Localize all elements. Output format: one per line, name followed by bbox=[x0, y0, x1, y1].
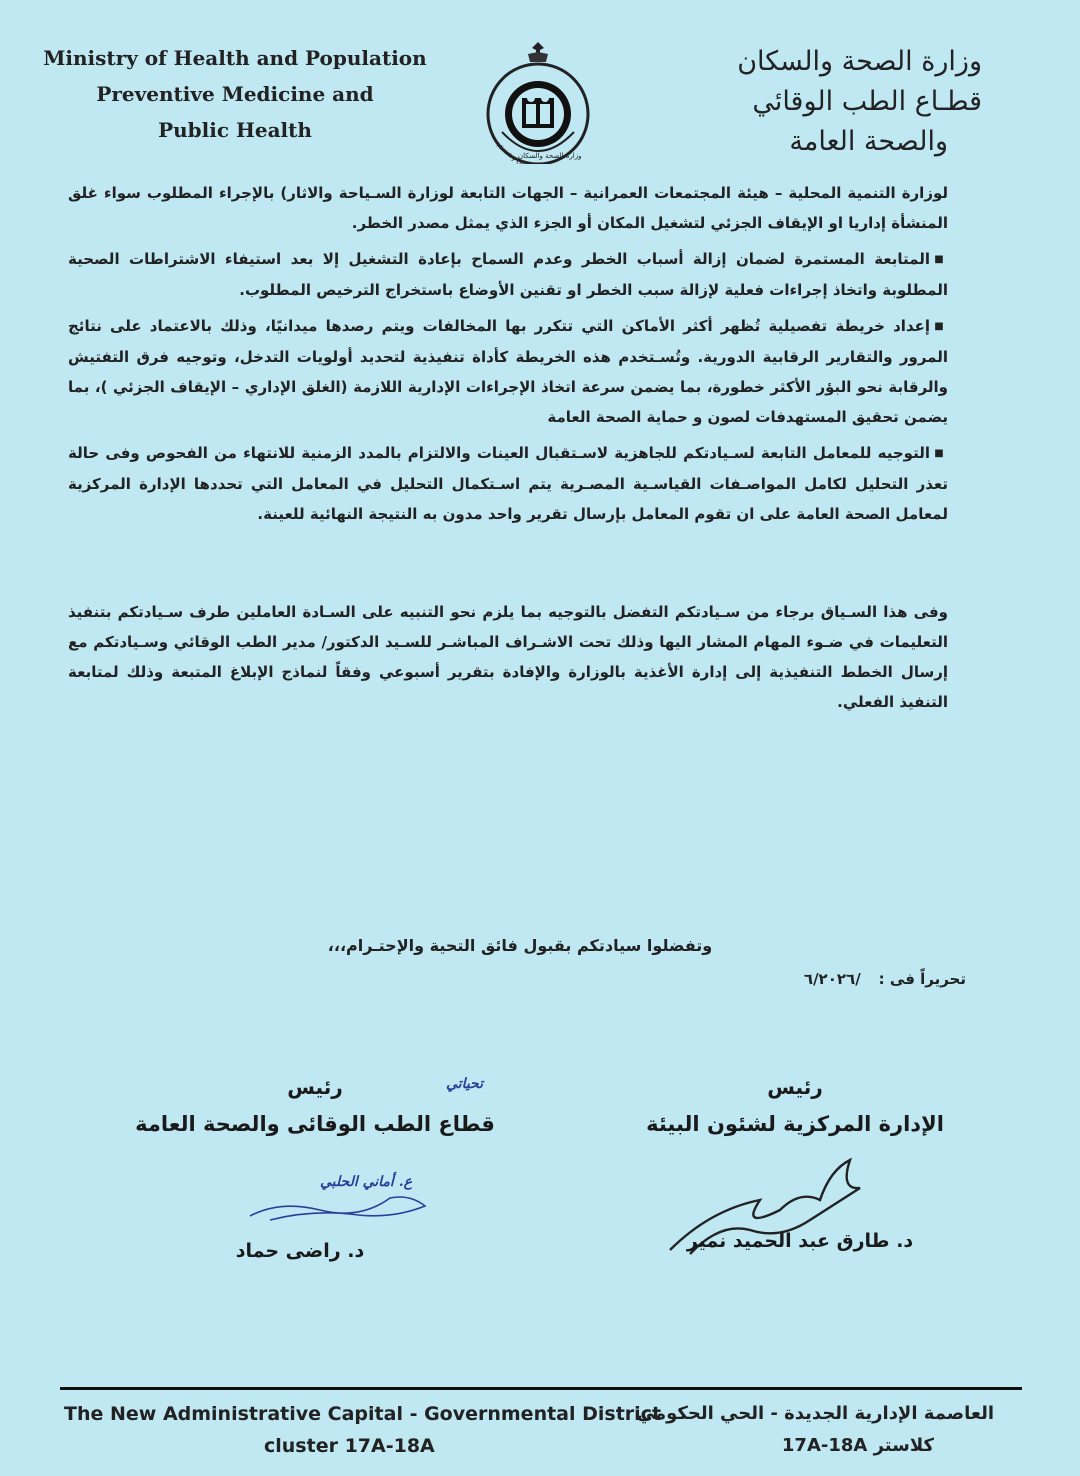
ministry-logo-icon bbox=[482, 42, 594, 164]
footer-divider bbox=[60, 1387, 1022, 1390]
letterhead-ar-line-1: وزارة الصحة والسكان bbox=[737, 46, 982, 77]
square-bullet-icon: ■ bbox=[934, 448, 944, 459]
footer-en-line-1: The New Administrative Capital - Governmental District bbox=[64, 1403, 662, 1425]
letterhead-en-line-1: Ministry of Health and Population bbox=[43, 46, 427, 70]
arabic-letterhead bbox=[652, 42, 982, 162]
signatory-title: رئيس bbox=[287, 1075, 343, 1099]
date-value: /٦/٢٠٢٦ bbox=[803, 970, 861, 988]
request-paragraph: وفى هذا السـياق برجاء من سـيادتكم التفضل بالتوجيه بما يلزم نحو التنبيه على السـادة العاملين طرف سـيادتكم بتنفيذ التعليمات في ضـوء المهام المشار اليها وذلك تحت الاشـراف المباشـر للسـيد الدكتور/ مدير الطب الوقائي وسـيادتكم مع إرسال الخطط التنفيذية إلى إدارة الأغذية بالوزارة والإفادة بتقرير أسبوعي وفقاً لنماذج الإبلاغ المتبعة وذلك لمتابعة التنفيذ الفعلي. bbox=[68, 603, 948, 711]
english-letterhead bbox=[40, 40, 430, 148]
date-line bbox=[786, 970, 966, 988]
footer-english-address bbox=[64, 1398, 661, 1462]
letterhead-ar-line-2: قطـاع الطب الوقائي bbox=[752, 86, 982, 117]
footer-ar-line-1: العاصمة الإدارية الجديدة - الحي الحكومي bbox=[636, 1403, 994, 1424]
footer-arabic-address bbox=[637, 1398, 994, 1462]
bullet-item-3 bbox=[68, 438, 948, 529]
bullet-text: المتابعة المستمرة لضمان إزالة أسباب الخطر وعدم السماح بإعادة التشغيل إلا بعد استيفاء الاشتراطات الصحية المطلوبة واتخاذ إجراءات فعلية لإزالة سبب الخطر او تقنين الأوضاع باستخراج الترخيص المطلوب. bbox=[68, 250, 948, 299]
square-bullet-icon: ■ bbox=[934, 254, 944, 265]
signature-block-left bbox=[130, 1070, 500, 1262]
letterhead-en-line-2: Preventive Medicine and bbox=[96, 82, 374, 106]
signatory-department: الإدارة المركزية لشئون البيئة bbox=[646, 1112, 944, 1136]
bullet-item-2 bbox=[68, 311, 948, 432]
bullet-text: إعداد خريطة تفصيلية تُظهر أكثر الأماكن التي تتكرر بها المخالفات ويتم رصدها ميدانيًا، وذلك بالاعتماد على نتائج المرور والتقارير الرقابية الدورية. وتُسـتخدم هذه الخريطة كأداة تنفيذية لتحديد أولويات التدخل، وتوجيه فرق التفتيش والرقابة نحو البؤر الأكثر خطورة، بما يضمن سرعة اتخاذ الإجراءات الإدارية اللازمة (الغلق الإداري – الإيقاف الجزئي )، بما يضمن تحقيق المستهدفات لصون و حماية الصحة العامة bbox=[68, 317, 948, 426]
letterhead-en-line-3: Public Health bbox=[158, 118, 312, 142]
date-label: تحريراً فى : bbox=[878, 970, 966, 988]
signature-scribble-left bbox=[240, 1180, 440, 1230]
bullet-item-1 bbox=[68, 244, 948, 305]
letterhead-ar-line-3: والصحة العامة bbox=[789, 126, 948, 157]
footer-ar-line-2: كلاستر 17A-18A bbox=[781, 1435, 934, 1456]
signatory-department: قطاع الطب الوقائى والصحة العامة bbox=[135, 1112, 495, 1136]
footer-en-line-2: cluster 17A-18A bbox=[264, 1435, 435, 1457]
signatory-title: رئيس bbox=[767, 1075, 823, 1099]
closing-salutation: وتفضلوا سيادتكم بقبول فائق التحية والإحتـرام،،، bbox=[327, 936, 713, 955]
signature-block-right bbox=[630, 1070, 960, 1252]
handwritten-note: تحياتي bbox=[446, 1076, 483, 1092]
bullet-text: التوجيه للمعامل التابعة لسـيادتكم للجاهزية لاسـتقبال العينات والالتزام بالمدد الزمنية للانتهاء من الفحوص وفى حالة تعذر التحليل لكامل المواصـفات القياسـية المصـرية يتم اسـتكمال التحليل في المعامل التي تحددها الإدارة المركزية لمعامل الصحة العامة على ان تقوم المعامل بإرسال تقرير واحد مدون به النتيجة النهائية للعينة. bbox=[68, 444, 948, 523]
square-bullet-icon: ■ bbox=[934, 321, 944, 332]
intro-paragraph: لوزارة التنمية المحلية – هيئة المجتمعات العمرانية – الجهات التابعة لوزارة السـياحة والاثار) بالإجراء المطلوب سواء غلق المنشأة إداريا او الإيقاف الجزئي لتشغيل المكان أو الجزء الذي يمثل مصدر الخطر. bbox=[68, 184, 948, 232]
logo-ring-text-ar: وزارة الصحة والسكان bbox=[518, 152, 582, 160]
signatory-name: د. طارق عبد الحميد نمير bbox=[686, 1230, 914, 1252]
signatory-name: د. راضى حماد bbox=[235, 1240, 365, 1262]
letter-body bbox=[68, 178, 948, 723]
handwritten-signoff: ع. أماني الحلبي bbox=[320, 1174, 412, 1190]
